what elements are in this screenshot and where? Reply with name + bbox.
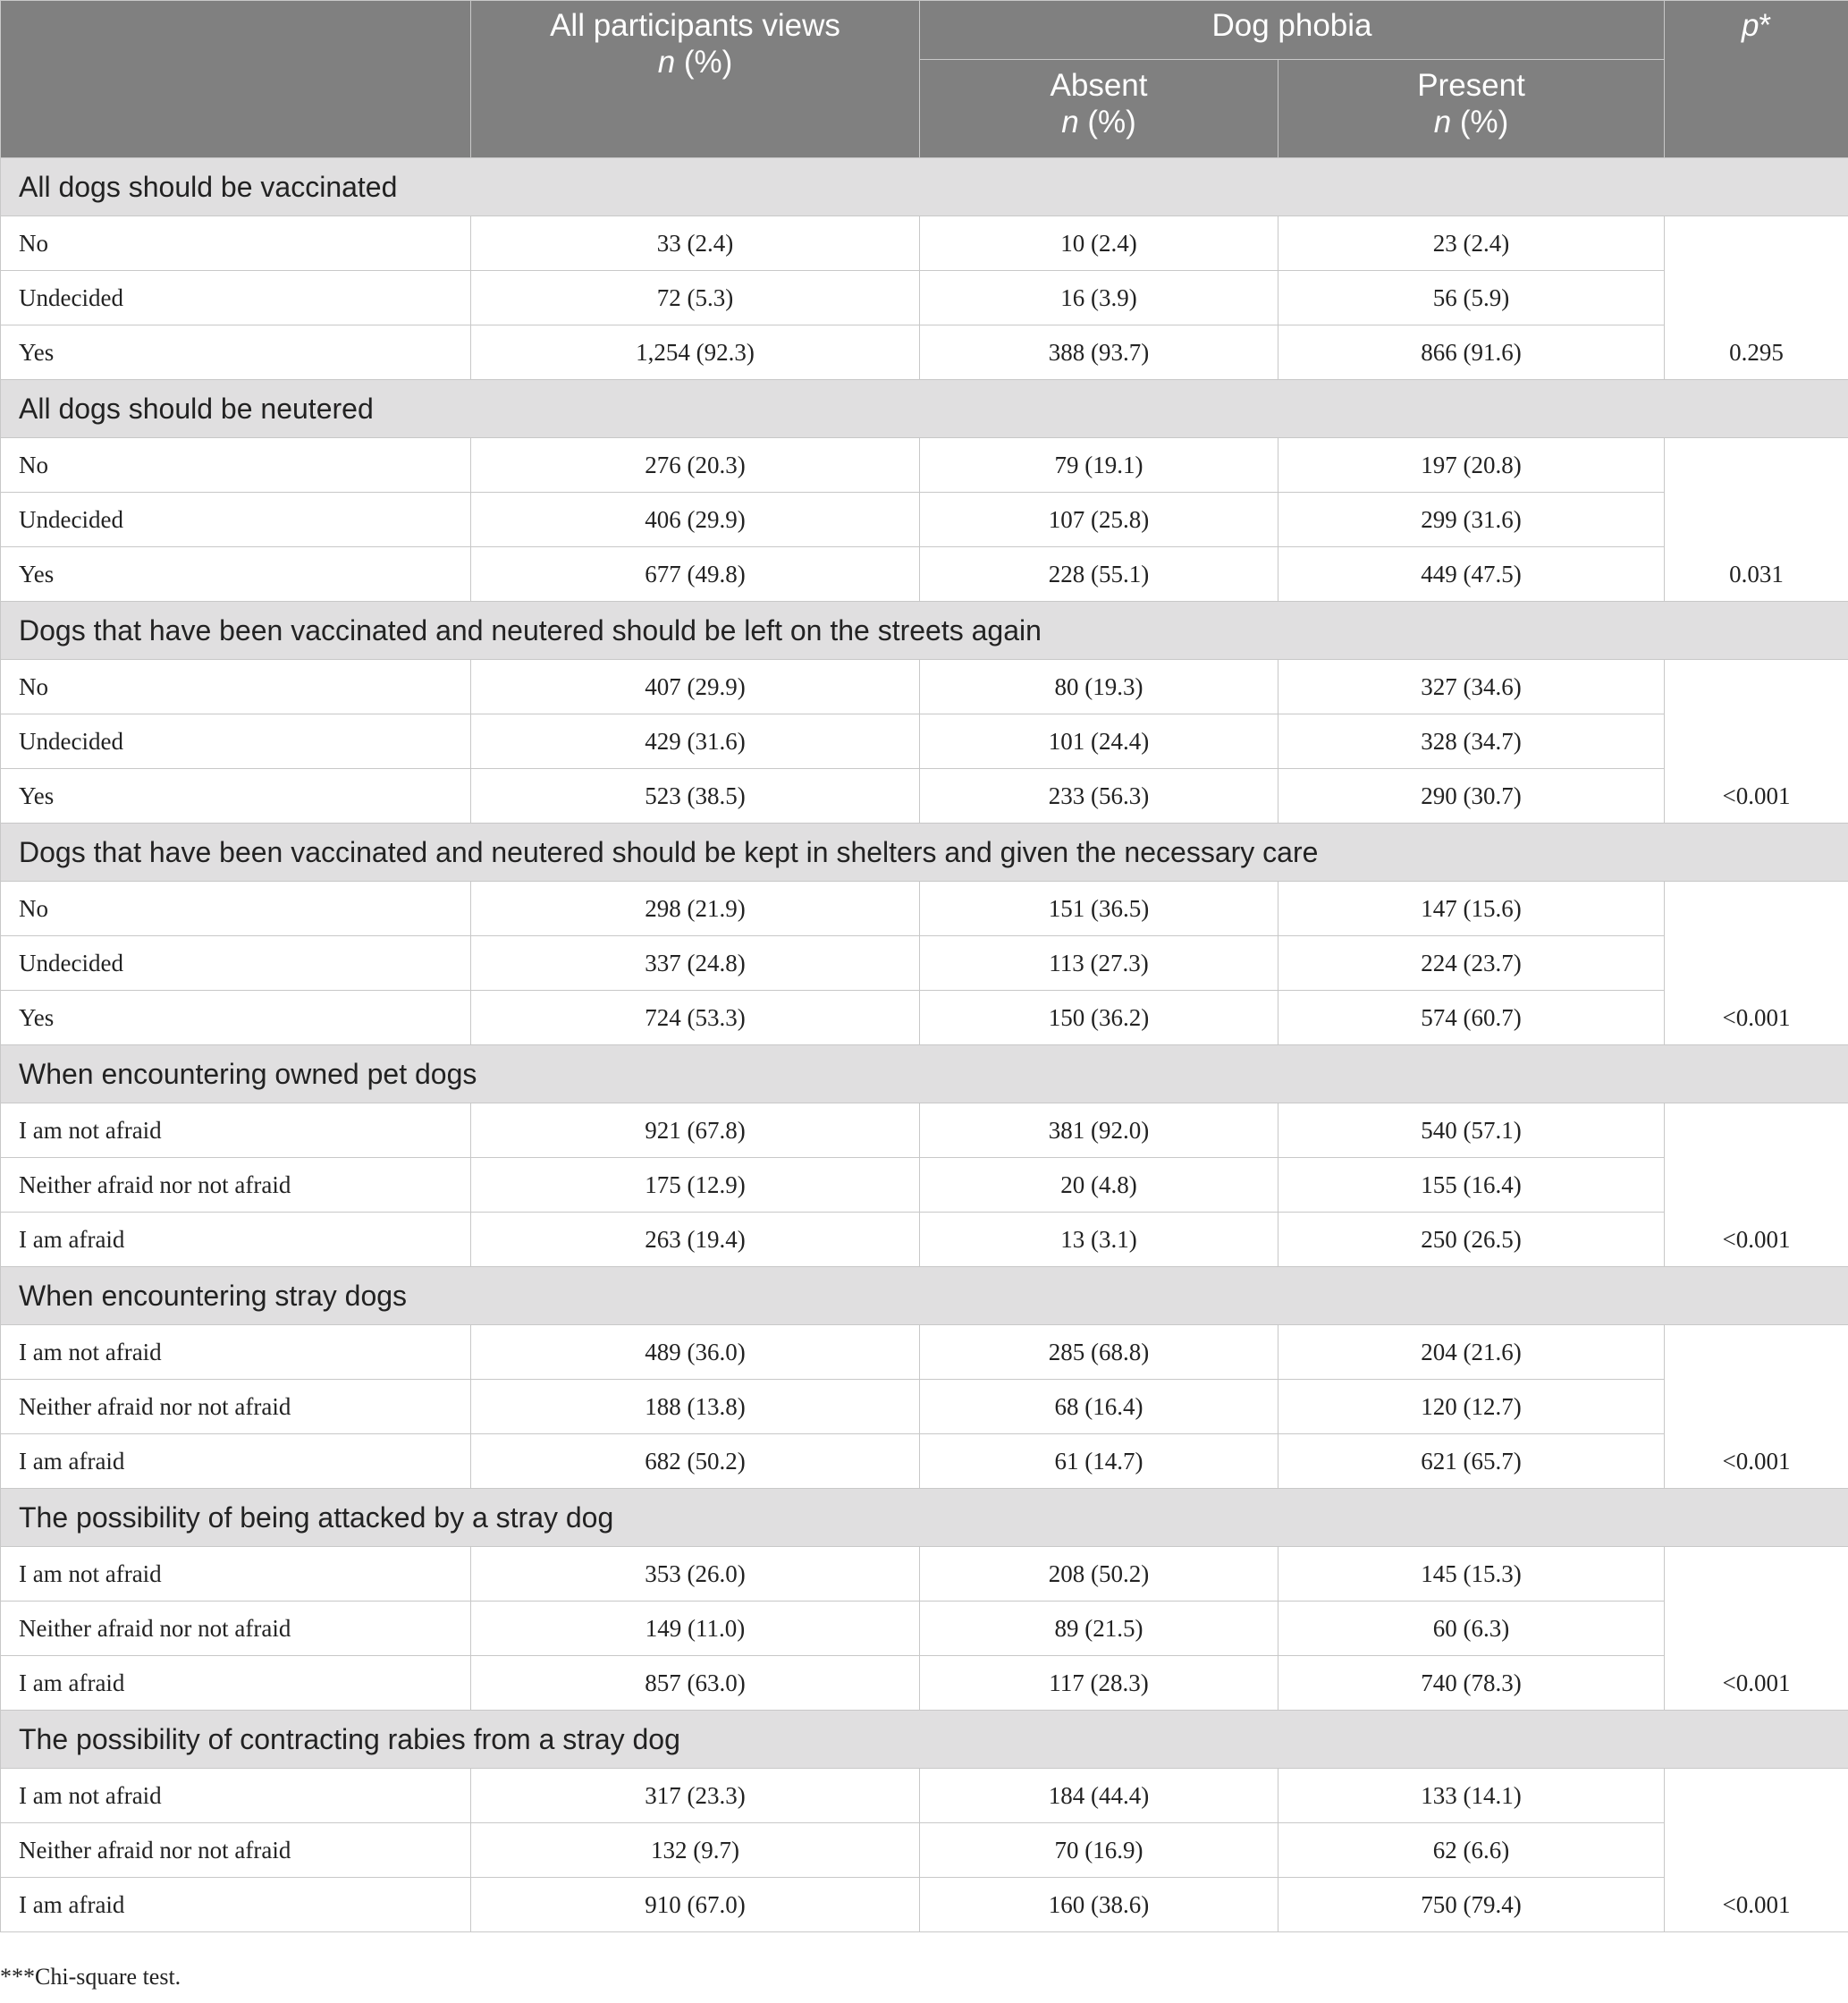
row-label: I am not afraid	[1, 1325, 471, 1380]
cell-all-participants: 921 (67.8)	[471, 1103, 920, 1158]
cell-absent: 381 (92.0)	[920, 1103, 1278, 1158]
cell-all-participants: 175 (12.9)	[471, 1158, 920, 1213]
cell-present: 120 (12.7)	[1278, 1380, 1665, 1434]
cell-absent: 68 (16.4)	[920, 1380, 1278, 1434]
cell-present: 133 (14.1)	[1278, 1769, 1665, 1823]
header-n-italic: n	[657, 45, 676, 80]
header-present-title: Present	[1417, 68, 1525, 103]
section-title: When encountering stray dogs	[1, 1267, 1848, 1325]
section-header-row	[1, 380, 1848, 438]
row-label: Neither afraid nor not afraid	[1, 1158, 471, 1213]
cell-present: 290 (30.7)	[1278, 769, 1665, 824]
table-row	[1, 325, 1848, 380]
cell-p-value: <0.001	[1665, 1769, 1848, 1932]
row-label: I am afraid	[1, 1878, 471, 1932]
cell-present: 60 (6.3)	[1278, 1602, 1665, 1656]
cell-present: 145 (15.3)	[1278, 1547, 1665, 1602]
cell-absent: 151 (36.5)	[920, 882, 1278, 936]
header-pct: (%)	[1451, 105, 1509, 139]
cell-absent: 101 (24.4)	[920, 714, 1278, 769]
cell-absent: 107 (25.8)	[920, 493, 1278, 547]
row-label: Yes	[1, 769, 471, 824]
cell-all-participants: 523 (38.5)	[471, 769, 920, 824]
cell-present: 621 (65.7)	[1278, 1434, 1665, 1489]
table-row	[1, 991, 1848, 1045]
section-title: All dogs should be vaccinated	[1, 158, 1848, 216]
table-row	[1, 882, 1848, 936]
table-row	[1, 1547, 1848, 1602]
cell-all-participants: 33 (2.4)	[471, 216, 920, 271]
section-header-row	[1, 602, 1848, 660]
cell-p-value: <0.001	[1665, 1325, 1848, 1489]
header-all-participants-title: All participants views	[550, 8, 840, 43]
cell-all-participants: 263 (19.4)	[471, 1213, 920, 1267]
section-header-row	[1, 1045, 1848, 1103]
row-label: Yes	[1, 547, 471, 602]
row-label: No	[1, 660, 471, 714]
section-header-row	[1, 1267, 1848, 1325]
header-all-participants	[471, 1, 920, 158]
cell-present: 197 (20.8)	[1278, 438, 1665, 493]
row-label: Undecided	[1, 714, 471, 769]
cell-p-value: <0.001	[1665, 1103, 1848, 1267]
header-p-italic: p	[1741, 8, 1759, 43]
table-row	[1, 1769, 1848, 1823]
cell-absent: 79 (19.1)	[920, 438, 1278, 493]
section-header-row	[1, 158, 1848, 216]
cell-present: 449 (47.5)	[1278, 547, 1665, 602]
cell-all-participants: 406 (29.9)	[471, 493, 920, 547]
cell-absent: 61 (14.7)	[920, 1434, 1278, 1489]
cell-all-participants: 337 (24.8)	[471, 936, 920, 991]
cell-absent: 160 (38.6)	[920, 1878, 1278, 1932]
row-label: I am not afraid	[1, 1769, 471, 1823]
cell-present: 250 (26.5)	[1278, 1213, 1665, 1267]
row-label: Undecided	[1, 936, 471, 991]
table-row	[1, 714, 1848, 769]
cell-absent: 80 (19.3)	[920, 660, 1278, 714]
row-label: No	[1, 882, 471, 936]
cell-p-value: <0.001	[1665, 882, 1848, 1045]
row-label: I am not afraid	[1, 1547, 471, 1602]
cell-absent: 233 (56.3)	[920, 769, 1278, 824]
row-label: No	[1, 438, 471, 493]
cell-present: 328 (34.7)	[1278, 714, 1665, 769]
section-title: When encountering owned pet dogs	[1, 1045, 1848, 1103]
cell-present: 56 (5.9)	[1278, 271, 1665, 325]
cell-present: 23 (2.4)	[1278, 216, 1665, 271]
cell-p-value: 0.295	[1665, 216, 1848, 380]
table-body	[1, 158, 1848, 1932]
cell-absent: 184 (44.4)	[920, 1769, 1278, 1823]
cell-present: 204 (21.6)	[1278, 1325, 1665, 1380]
row-label: No	[1, 216, 471, 271]
table-row	[1, 1325, 1848, 1380]
table-header	[1, 1, 1848, 158]
header-absent-unit	[920, 104, 1278, 140]
row-label: Neither afraid nor not afraid	[1, 1823, 471, 1878]
cell-p-value: 0.031	[1665, 438, 1848, 602]
table-row	[1, 216, 1848, 271]
footnote: ***Chi-square test.	[0, 1964, 181, 1990]
table-row	[1, 1158, 1848, 1213]
cell-all-participants: 149 (11.0)	[471, 1602, 920, 1656]
table-row	[1, 1656, 1848, 1711]
cell-all-participants: 353 (26.0)	[471, 1547, 920, 1602]
cell-all-participants: 132 (9.7)	[471, 1823, 920, 1878]
header-dog-phobia: Dog phobia	[920, 1, 1665, 60]
cell-absent: 228 (55.1)	[920, 547, 1278, 602]
table-row	[1, 493, 1848, 547]
cell-absent: 20 (4.8)	[920, 1158, 1278, 1213]
header-n-italic: n	[1061, 105, 1079, 139]
cell-p-value: <0.001	[1665, 1547, 1848, 1711]
cell-all-participants: 298 (21.9)	[471, 882, 920, 936]
header-present	[1278, 60, 1665, 158]
table-row	[1, 1103, 1848, 1158]
table-row	[1, 1213, 1848, 1267]
row-label: Yes	[1, 991, 471, 1045]
cell-all-participants: 910 (67.0)	[471, 1878, 920, 1932]
cell-absent: 285 (68.8)	[920, 1325, 1278, 1380]
cell-absent: 208 (50.2)	[920, 1547, 1278, 1602]
section-title: The possibility of contracting rabies from a stray dog	[1, 1711, 1848, 1769]
cell-all-participants: 489 (36.0)	[471, 1325, 920, 1380]
cell-present: 540 (57.1)	[1278, 1103, 1665, 1158]
header-all-participants-unit	[471, 44, 919, 80]
row-label: Neither afraid nor not afraid	[1, 1380, 471, 1434]
table-row	[1, 769, 1848, 824]
header-pct: (%)	[675, 45, 733, 80]
section-header-row	[1, 824, 1848, 882]
cell-all-participants: 429 (31.6)	[471, 714, 920, 769]
section-header-row	[1, 1489, 1848, 1547]
table-row	[1, 660, 1848, 714]
section-title: Dogs that have been vaccinated and neutered should be kept in shelters and given the necessary care	[1, 824, 1848, 882]
cell-absent: 113 (27.3)	[920, 936, 1278, 991]
section-title: All dogs should be neutered	[1, 380, 1848, 438]
cell-absent: 16 (3.9)	[920, 271, 1278, 325]
header-absent	[920, 60, 1278, 158]
cell-present: 62 (6.6)	[1278, 1823, 1665, 1878]
table-row	[1, 271, 1848, 325]
cell-present: 866 (91.6)	[1278, 325, 1665, 380]
section-title: The possibility of being attacked by a stray dog	[1, 1489, 1848, 1547]
row-label: Yes	[1, 325, 471, 380]
cell-all-participants: 682 (50.2)	[471, 1434, 920, 1489]
table-row	[1, 1823, 1848, 1878]
header-pct: (%)	[1078, 105, 1136, 139]
cell-present: 147 (15.6)	[1278, 882, 1665, 936]
table-row	[1, 547, 1848, 602]
cell-present: 327 (34.6)	[1278, 660, 1665, 714]
cell-all-participants: 1,254 (92.3)	[471, 325, 920, 380]
header-p-asterisk: *	[1759, 8, 1772, 43]
cell-absent: 13 (3.1)	[920, 1213, 1278, 1267]
cell-absent: 388 (93.7)	[920, 325, 1278, 380]
cell-absent: 10 (2.4)	[920, 216, 1278, 271]
table-row	[1, 1434, 1848, 1489]
cell-all-participants: 188 (13.8)	[471, 1380, 920, 1434]
table-row	[1, 1878, 1848, 1932]
row-label: I am afraid	[1, 1656, 471, 1711]
cell-present: 750 (79.4)	[1278, 1878, 1665, 1932]
cell-all-participants: 857 (63.0)	[471, 1656, 920, 1711]
header-absent-title: Absent	[1050, 68, 1148, 103]
cell-all-participants: 276 (20.3)	[471, 438, 920, 493]
table-row	[1, 1380, 1848, 1434]
cell-all-participants: 72 (5.3)	[471, 271, 920, 325]
section-title: Dogs that have been vaccinated and neutered should be left on the streets again	[1, 602, 1848, 660]
table-row	[1, 936, 1848, 991]
cell-all-participants: 677 (49.8)	[471, 547, 920, 602]
header-p-value	[1665, 1, 1848, 158]
cell-present: 740 (78.3)	[1278, 1656, 1665, 1711]
row-label: I am not afraid	[1, 1103, 471, 1158]
cell-absent: 89 (21.5)	[920, 1602, 1278, 1656]
row-label: Neither afraid nor not afraid	[1, 1602, 471, 1656]
header-present-unit	[1278, 104, 1664, 140]
cell-all-participants: 407 (29.9)	[471, 660, 920, 714]
row-label: Undecided	[1, 271, 471, 325]
cell-present: 574 (60.7)	[1278, 991, 1665, 1045]
cell-all-participants: 724 (53.3)	[471, 991, 920, 1045]
row-label: I am afraid	[1, 1434, 471, 1489]
row-label: Undecided	[1, 493, 471, 547]
table-row	[1, 438, 1848, 493]
cell-absent: 117 (28.3)	[920, 1656, 1278, 1711]
cell-absent: 150 (36.2)	[920, 991, 1278, 1045]
cell-present: 224 (23.7)	[1278, 936, 1665, 991]
section-header-row	[1, 1711, 1848, 1769]
cell-present: 299 (31.6)	[1278, 493, 1665, 547]
cell-present: 155 (16.4)	[1278, 1158, 1665, 1213]
header-n-italic: n	[1433, 105, 1452, 139]
cell-all-participants: 317 (23.3)	[471, 1769, 920, 1823]
row-label: I am afraid	[1, 1213, 471, 1267]
table-row	[1, 1602, 1848, 1656]
header-blank	[1, 1, 471, 158]
cell-p-value: <0.001	[1665, 660, 1848, 824]
cell-absent: 70 (16.9)	[920, 1823, 1278, 1878]
